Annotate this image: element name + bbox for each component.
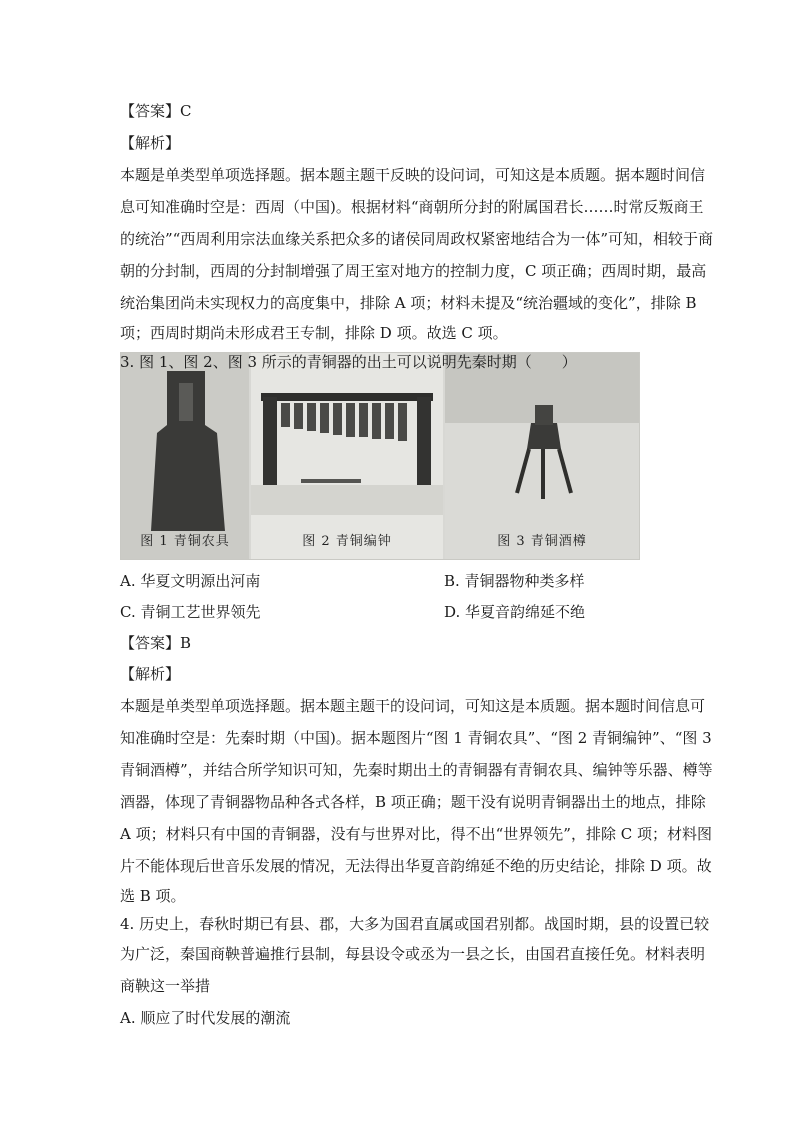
figure-1-caption: 图 1 青铜农具 <box>140 534 230 549</box>
question-3-stem: 3. 图 1、图 2、图 3 所示的青铜器的出土可以说明先秦时期（ ） <box>120 353 577 371</box>
paragraph-line: 息可知准确时空是：西周（中国)。根据材料“商朝所分封的附属国君长……时常反叛商王 <box>120 198 704 216</box>
figure-2-panel <box>251 353 443 559</box>
figure-2-caption: 图 2 青铜编钟 <box>302 534 392 549</box>
paragraph-line: 的统治”“西周利用宗法血缘关系把众多的诸侯同周政权紧密地结合为一体”可知，相较于商 <box>120 230 714 248</box>
option-a: A. 华夏文明源出河南 <box>120 572 261 590</box>
paragraph-line: 片不能体现后世音乐发展的情况，无法得出华夏音韵绵延不绝的历史结论，排除 D 项。故 <box>120 857 712 875</box>
question-4-line: 商鞅这一举措 <box>120 977 211 995</box>
paragraph-line: 项；西周时期尚未形成君王专制，排除 D 项。故选 C 项。 <box>120 324 508 342</box>
option-d: D. 华夏音韵绵延不绝 <box>444 603 586 621</box>
paragraph-line: 本题是单类型单项选择题。据本题主题干反映的设问词，可知这是本质题。据本题时间信 <box>120 166 706 184</box>
bronze-bells-image <box>251 353 443 559</box>
paragraph-line: 朝的分封制，西周的分封制增强了周王室对地方的控制力度，C 项正确；西周时期，最高 <box>120 262 707 280</box>
option-b: B. 青铜器物种类多样 <box>444 572 585 590</box>
paragraph-line: 本题是单类型单项选择题。据本题主题干的设问词，可知这是本质题。据本题时间信息可 <box>120 697 706 715</box>
paragraph-line: 青铜酒樽”，并结合所学知识可知，先秦时期出土的青铜器有青铜农具、编钟等乐器、樽等 <box>120 761 713 779</box>
figure-3-panel <box>445 353 639 559</box>
question-4-option-a: A. 顺应了时代发展的潮流 <box>120 1009 291 1027</box>
figure-1-panel <box>121 353 249 559</box>
bronze-vessel-image <box>445 353 639 559</box>
paragraph-line: 选 B 项。 <box>120 887 186 905</box>
answer-label: 【答案】B <box>120 634 192 652</box>
figure-3-caption: 图 3 青铜酒樽 <box>497 534 587 549</box>
question-4-line: 为广泛，秦国商鞅普遍推行县制，每县设令或丞为一县之长，由国君直接任免。材料表明 <box>120 945 706 963</box>
paragraph-line: 酒器，体现了青铜器物品种各式各样，B 项正确；题干没有说明青铜器出土的地点，排除 <box>120 793 706 811</box>
analysis-label: 【解析】 <box>120 665 181 683</box>
answer-label: 【答案】C <box>120 102 192 120</box>
paragraph-line: 统治集团尚未实现权力的高度集中，排除 A 项；材料未提及“统治疆域的变化”，排除 B <box>120 294 697 312</box>
paragraph-line: A 项；材料只有中国的青铜器，没有与世界对比，得不出“世界领先”，排除 C 项；材料图 <box>120 825 712 843</box>
bronze-tool-image <box>121 353 249 559</box>
paragraph-line: 知准确时空是：先秦时期（中国)。据本题图片“图 1 青铜农具”、“图 2 青铜编钟”、“图 3 <box>120 729 712 747</box>
analysis-label: 【解析】 <box>120 134 181 152</box>
bronze-figure <box>120 352 640 560</box>
option-c: C. 青铜工艺世界领先 <box>120 603 261 621</box>
question-4-line: 4. 历史上，春秋时期已有县、郡，大多为国君直属或国君别都。战国时期，县的设置已较 <box>120 915 710 933</box>
